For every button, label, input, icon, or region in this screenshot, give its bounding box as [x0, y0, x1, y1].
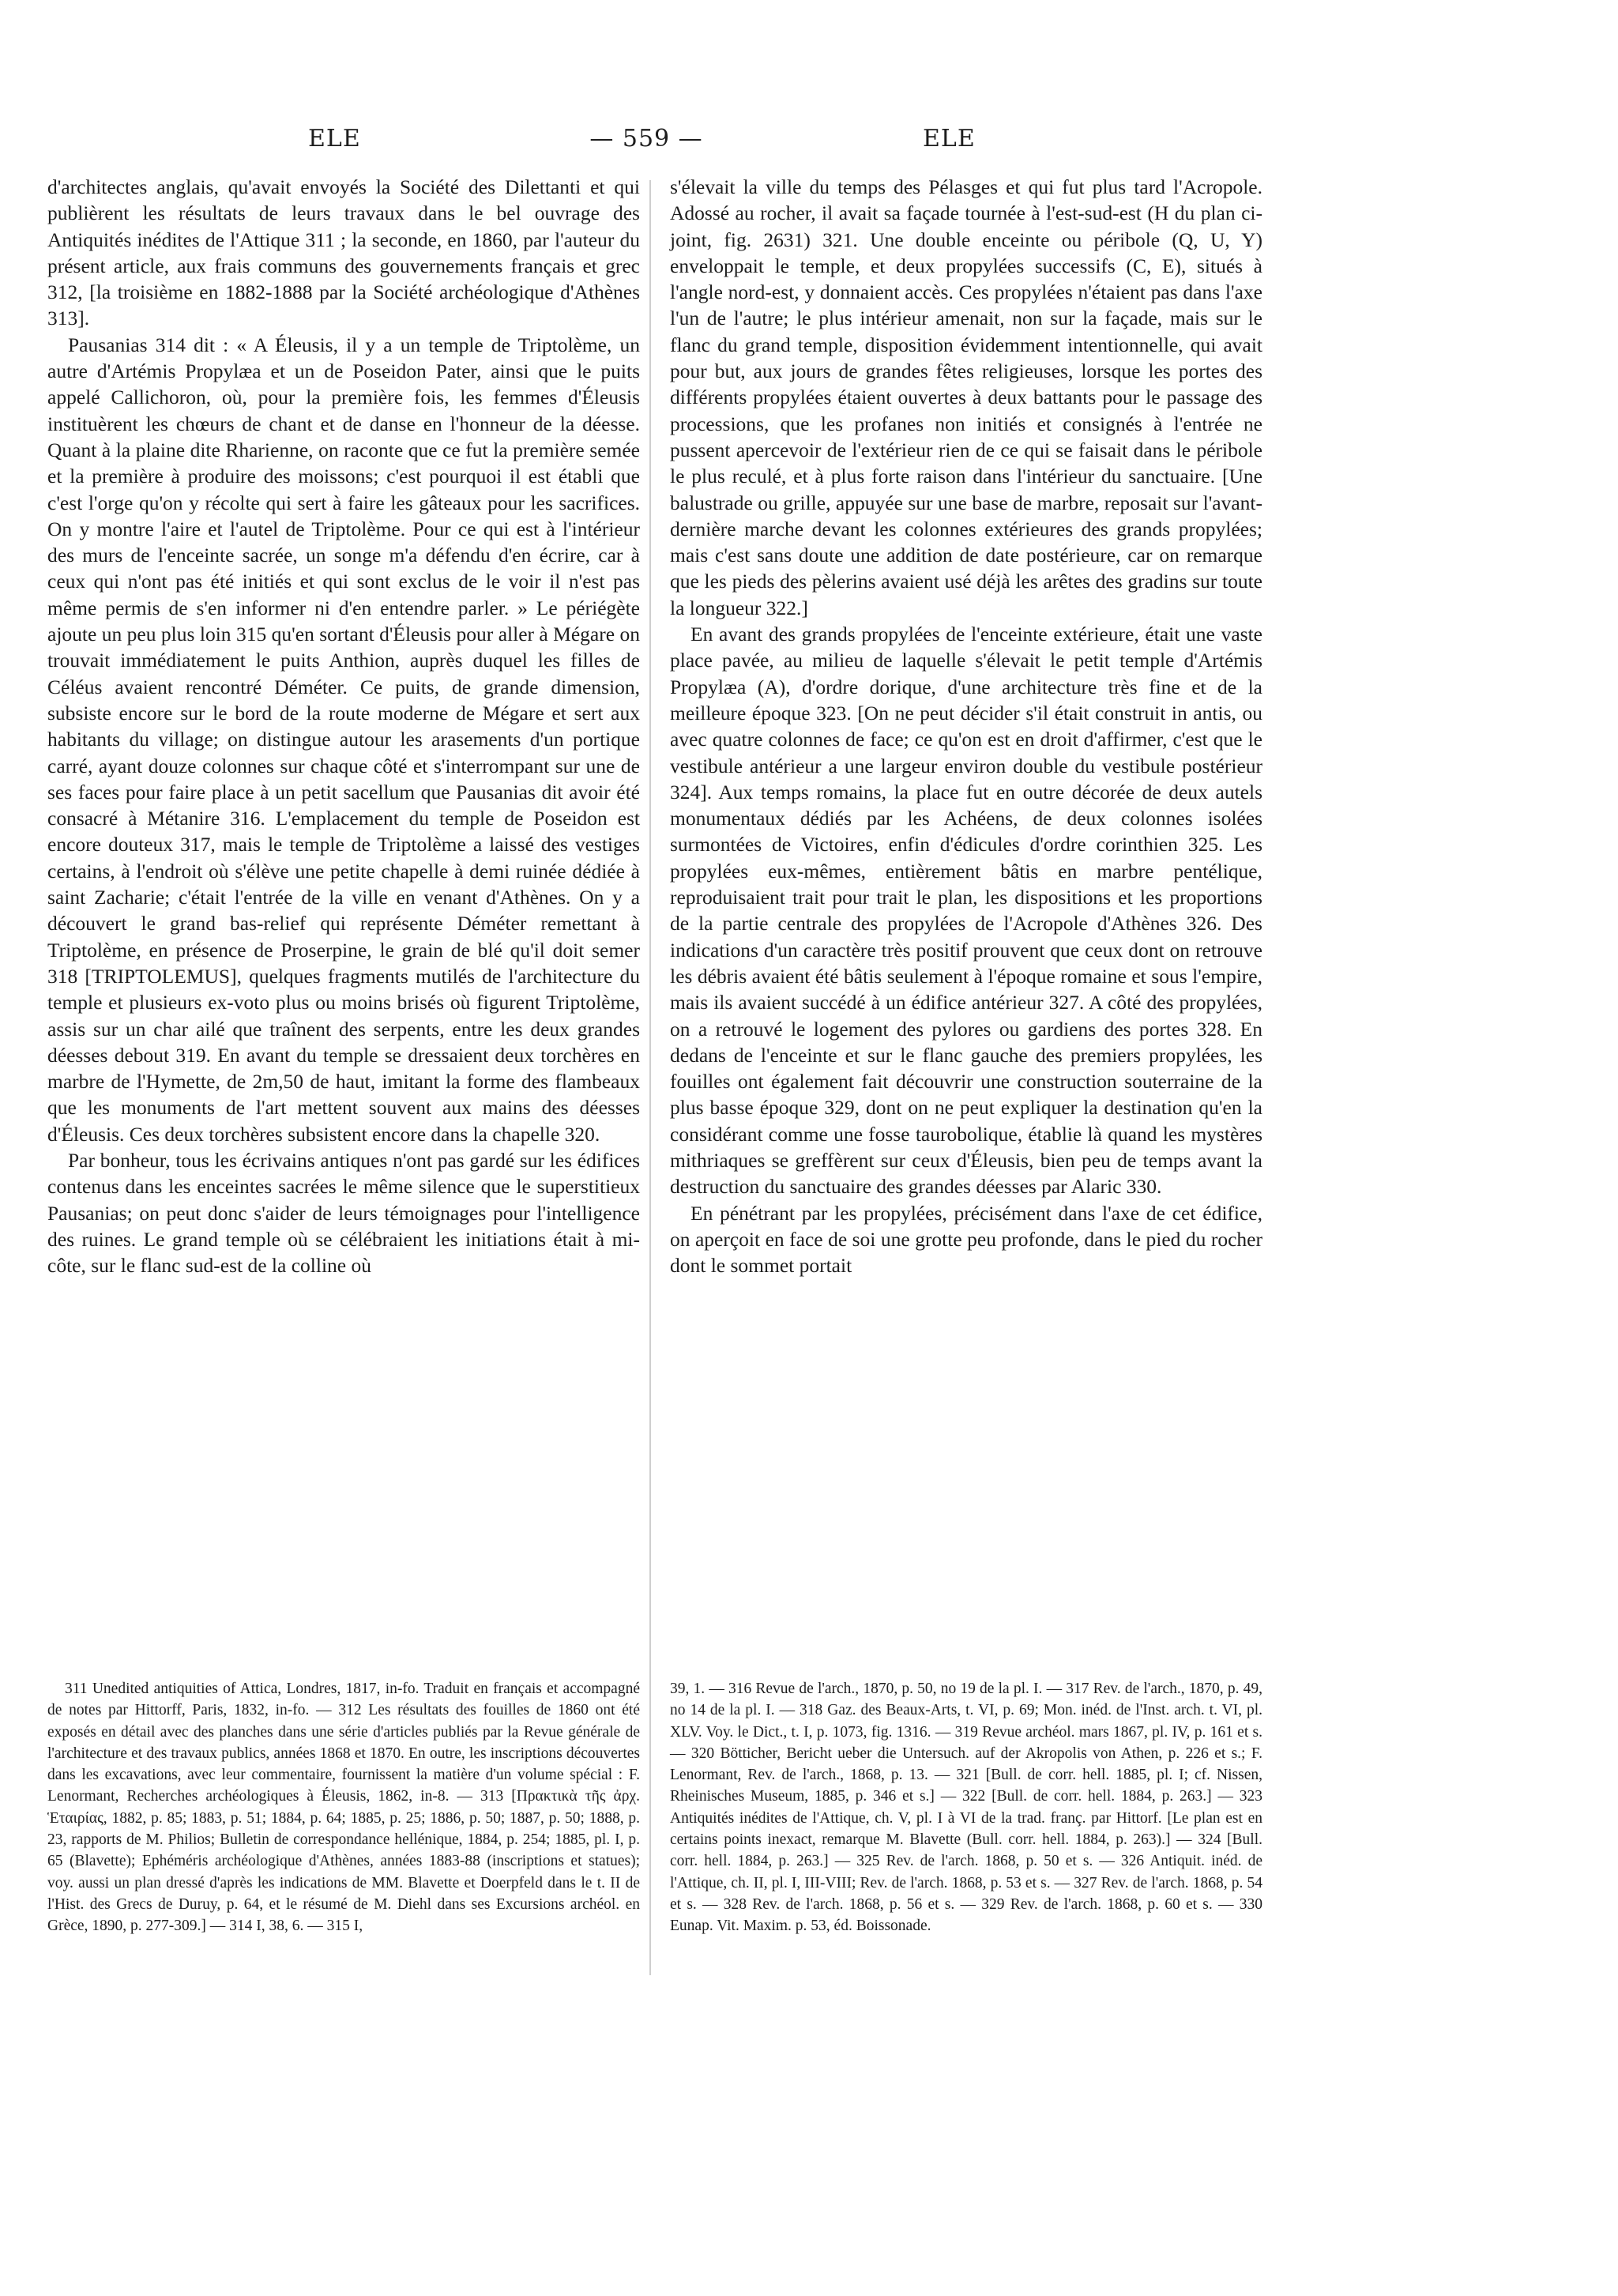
right-paragraph-3: En pénétrant par les propylées, précisément dans l'axe de cet édifice, on aperçoit en face de soi une grotte peu profonde, dans le pied du rocher dont le sommet portait	[670, 1201, 1262, 1278]
footnote-block-right: 39, 1. — 316 Revue de l'arch., 1870, p. 50, no 19 de la pl. I. — 317 Rev. de l'arch., 1870, p. 49, no 14 de la pl. I. — 318 Gaz. des Beaux-Arts, t. VI, p. 69; Mon. inéd. de l'Inst. arch. t. VI, pl. XLV. Voy. le Dict., t. I, p. 1073, fig. 1316. — 319 Revue archéol. mars 1867, pl. IV, p. 161 et s. — 320 Bötticher, Bericht ueber die Untersuch. auf der Akropolis von Athen, p. 226 et s.; F. Lenormant, Rev. de l'arch., 1868, p. 13. — 321 [Bull. de corr. hell. 1885, pl. I; cf. Nissen, Rheinisches Museum, 1885, p. 346 et s.] — 322 [Bull. de corr. hell. 1884, p. 263.] — 323 Antiquités inédites de l'Attique, ch. V, pl. I à VI de la trad. franç. par Hittorf. [Le plan est en certains points inexact, remarque M. Blavette (Bull. corr. hell. 1884, p. 263).] — 324 [Bull. corr. hell. 1884, p. 263.] — 325 Rev. de l'arch. 1868, p. 50 et s. — 326 Antiquit. inéd. de l'Attique, ch. II, pl. I, III-VIII; Rev. de l'arch. 1868, p. 53 et s. — 327 Rev. de l'arch. 1868, p. 54 et s. — 328 Rev. de l'arch. 1868, p. 56 et s. — 329 Rev. de l'arch. 1868, p. 60 et s. — 330 Eunap. Vit. Maxim. p. 53, éd. Boissonade.	[670, 1681, 1262, 1935]
right-paragraph-1: s'élevait la ville du temps des Pélasges et qui fut plus tard l'Acropole. Adossé au rocher, il avait sa façade tournée à l'est-sud-est (H du plan ci-joint, fig. 2631) 321. Une double enceinte ou péribole (Q, U, Y) enveloppait le temple, et deux propylées successifs (C, E), situés à l'angle nord-est, y donnaient accès. Ces propylées n'étaient pas dans l'axe l'un de l'autre; le plus intérieur amenait, non sur la façade, mais sur le flanc du grand temple, disposition évidemment intentionnelle, qui avait pour but, aux jours de grandes fêtes religieuses, lorsque les portes des différents propylées étaient ouvertes à deux battants pour le passage des processions, que les profanes non initiés et consignés à l'entrée ne pussent apercevoir de l'extérieur rien de ce qui se faisait dans le péribole le plus reculé, et à plus forte raison dans l'intérieur du sanctuaire. [Une balustrade ou grille, appuyée sur une base de marbre, reposait sur l'avant-dernière marche devant les colonnes extérieures des grands propylées; mais c'est sans doute une addition de date postérieure, car on remarque que les pieds des pèlerins avaient usé déjà les arêtes des gradins sur toute la longueur 322.]	[670, 175, 1262, 619]
footnotes-right	[670, 1678, 1262, 1937]
footnote-block-left: 311 Unedited antiquities of Attica, Londres, 1817, in-fo. Traduit en français et accompagné de notes par Hittorff, Paris, 1832, in-fo. — 312 Les résultats des fouilles de 1860 ont été exposés en détail avec des planches dans une série d'articles publiés par la Revue générale de l'architecture et des travaux publics, années 1868 et 1870. En outre, les inscriptions découvertes dans les excavations, avec leur commentaire, fournissent la matière d'un volume spécial : F. Lenormant, Recherches archéologiques à Éleusis, 1862, in-8. — 313 [Πρακτικὰ τῆς ἀρχ. Ἑταιρίας, 1882, p. 85; 1883, p. 51; 1884, p. 64; 1885, p. 25; 1886, p. 50; 1887, p. 50; 1888, p. 23, rapports de M. Philios; Bulletin de correspondance hellénique, 1884, p. 254; 1885, pl. I, p. 65 (Blavette); Ephéméris archéologique d'Athènes, années 1883-88 (inscriptions et statues); voy. aussi un plan dressé d'après les indications de MM. Blavette et Doerpfeld dans le t. II de l'Hist. des Grecs de Duruy, p. 64, et le résumé de M. Diehl dans ses Excursions archéol. en Grèce, 1890, p. 277-309.] — 314 I, 38, 6. — 315 I,	[47, 1681, 640, 1935]
left-paragraph-1: d'architectes anglais, qu'avait envoyés la Société des Dilettanti et qui publièrent les résultats de leurs travaux dans le bel ouvrage des Antiquités inédites de l'Attique 311 ; la seconde, en 1860, par l'auteur du présent article, aux frais communs des gouvernements français et grec 312, [la troisième en 1882-1888 par la Société archéologique d'Athènes 313].	[47, 175, 640, 330]
right-column	[670, 174, 1262, 1278]
left-column	[47, 174, 640, 1278]
left-paragraph-2: Pausanias 314 dit : « A Éleusis, il y a un temple de Triptolème, un autre d'Artémis Propylæa et un de Poseidon Pater, ainsi que le puits appelé Callichoron, où, pour la première fois, les femmes d'Éleusis instituèrent les chœurs de chant et de danse en l'honneur de la déesse. Quant à la plaine dite Rharienne, on raconte que ce fut la première semée et la première à produire des moissons; c'est pourquoi il est établi que c'est l'orge qu'on y récolte qui sert à faire les gâteaux pour les sacrifices. On y montre l'aire et l'autel de Triptolème. Pour ce qui est à l'intérieur des murs de l'enceinte sacrée, un songe m'a défendu d'en écrire, car à ceux qui n'ont pas été initiés et qui sont exclus de le voir il n'est pas même permis de s'en informer ni d'en entendre parler. » Le périégète ajoute un peu plus loin 315 qu'en sortant d'Éleusis pour aller à Mégare on trouvait immédiatement le puits Anthion, auprès duquel les filles de Céléus avaient rencontré Déméter. Ce puits, de grande dimension, subsiste encore sur le bord de la route moderne de Mégare et sert aux habitants du village; on distingue autour les arasements d'un portique carré, ayant douze colonnes sur chaque côté et s'interrompant sur une de ses faces pour faire place à un petit sacellum que Pausanias dit avoir été consacré à Métanire 316. L'emplacement du temple de Poseidon est encore douteux 317, mais le temple de Triptolème a laissé des vestiges certains, à l'endroit où s'élève une petite chapelle à demi ruinée dédiée à saint Zacharie; c'était l'entrée de la ville en venant d'Athènes. On y a découvert le grand bas-relief qui représente Déméter remettant à Triptolème, en présence de Proserpine, le grain de blé qu'il doit semer 318 [TRIPTOLEMUS], quelques fragments mutilés de l'architecture du temple et plusieurs ex-voto plus ou moins brisés où figurent Triptolème, assis sur un char ailé que traînent des serpents, entre les deux grandes déesses debout 319. En avant du temple se dressaient deux torchères en marbre de l'Hymette, de 2m,50 de haut, imitant la forme des flambeaux que les monuments de l'art mettent souvent aux mains des déesses d'Éleusis. Ces deux torchères subsistent encore dans la chapelle 320.	[47, 333, 640, 1146]
running-head-left: ELE	[308, 125, 361, 152]
right-paragraph-2: En avant des grands propylées de l'enceinte extérieure, était une vaste place pavée, au milieu de laquelle s'élevait le petit temple d'Artémis Propylæa (A), d'ordre dorique, d'une architecture très fine et de la meilleure époque 323. [On ne peut décider s'il était construit in antis, ou avec quatre colonnes de face; ce qu'on est en droit d'affirmer, c'est que le vestibule antérieur a une largeur environ double du vestibule postérieur 324]. Aux temps romains, la place fut en outre décorée de deux autels monumentaux dédiés par les Achéens, de deux colonnes isolées surmontées de Victoires, enfin d'édicules d'ordre corinthien 325. Les propylées eux-mêmes, entièrement bâtis en marbre pentélique, reproduisaient trait pour trait le plan, les dispositions et les proportions de la partie centrale des propylées de l'Acropole d'Athènes 326. Des indications d'un caractère très positif prouvent que ceux dont on retrouve les débris avaient été bâtis seulement à l'époque romaine et sous l'empire, mais ils avaient succédé à un édifice antérieur 327. A côté des propylées, on a retrouvé le logement des pylores ou gardiens des portes 328. En dedans de l'enceinte et sur le flanc gauche des premiers propylées, les fouilles ont également fait découvrir une construction souterraine de la plus basse époque 329, dont on ne peut expliquer la destination qu'en la considérant comme une fosse taurobolique, établie là quand les mystères mithriaques se greffèrent sur ceux d'Éleusis, bien peu de temps avant la destruction du sanctuaire des grandes déesses par Alaric 330.	[670, 623, 1262, 1199]
column-divider	[649, 180, 651, 1975]
left-paragraph-3: Par bonheur, tous les écrivains antiques n'ont pas gardé sur les édifices contenus dans les enceintes sacrées le même silence que le superstitieux Pausanias; on peut donc s'aider de leurs témoignages pour l'intelligence des ruines. Le grand temple où se célébraient les initiations était à mi-côte, sur le flanc sud-est de la colline où	[47, 1148, 640, 1278]
running-head-right: ELE	[923, 125, 976, 152]
footnotes-left	[47, 1678, 640, 1937]
page-number: — 559 —	[589, 125, 703, 152]
